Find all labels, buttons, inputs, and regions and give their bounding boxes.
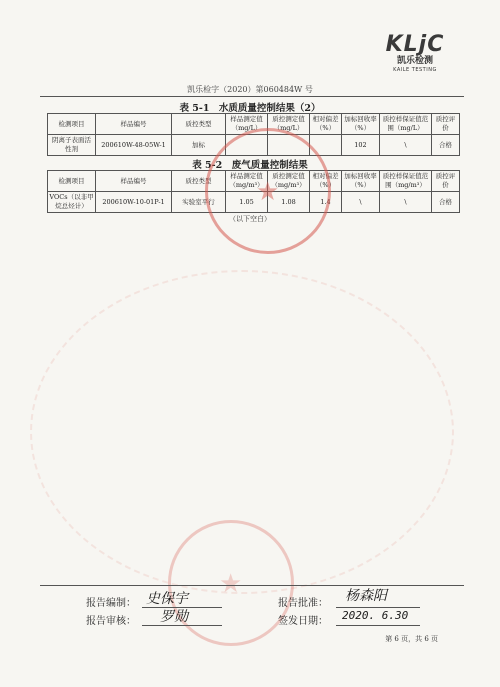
table1-col-header: 质控测定值（mg/L） — [268, 114, 310, 135]
seal-star-icon: ★ — [219, 569, 243, 599]
table2-cell: \ — [342, 192, 380, 213]
table1-col-header: 质控类型 — [172, 114, 226, 135]
logo-chinese-name: 凯乐检测 — [396, 56, 433, 66]
table2-col-header: 质控类型 — [172, 171, 226, 192]
table2-col-header: 质控样保证值范围（mg/m³） — [380, 171, 432, 192]
table1-cell: 加标 — [172, 135, 226, 156]
seal-star-icon: ★ — [256, 177, 280, 207]
table2-col-header: 质控评价 — [432, 171, 460, 192]
table2-cell: \ — [380, 192, 432, 213]
footer-rule — [40, 585, 464, 586]
approved-by-line — [336, 607, 420, 608]
table2-cell: 1.05 — [226, 192, 268, 213]
blank-below-note: （以下空白） — [229, 215, 271, 223]
reviewed-by-line — [142, 625, 222, 626]
logo-mark: KLjC — [385, 32, 445, 57]
report-number: 凯乐检字（2020）第060484W 号 — [187, 85, 313, 94]
table2-cell: 1.08 — [268, 192, 310, 213]
table1-cell: 合格 — [432, 135, 460, 156]
table2-title: 表 5-2 废气质量控制结果 — [192, 160, 308, 171]
table1-col-header: 加标回收率（%） — [342, 114, 380, 135]
company-logo — [380, 34, 450, 74]
table2-cell: 合格 — [432, 192, 460, 213]
table2-col-header: 样品测定值（mg/m³） — [226, 171, 268, 192]
company-seal-stamp — [205, 128, 331, 254]
logo-english-name: KAILE TESTING — [393, 67, 437, 73]
table2-col-header: 质控测定值（mg/m³） — [268, 171, 310, 192]
table1-cell: 阴离子表面活性剂 — [48, 135, 96, 156]
table1-col-header: 样品测定值（mg/L） — [226, 114, 268, 135]
table1-col-header: 质控评价 — [432, 114, 460, 135]
table2-cell: 1.4 — [310, 192, 342, 213]
header-rule — [40, 96, 464, 97]
table1-cell: 102 — [342, 135, 380, 156]
table1-col-header: 样品编号 — [96, 114, 172, 135]
issue-date-label: 签发日期： — [278, 616, 328, 627]
table2-col-header: 样品编号 — [96, 171, 172, 192]
table1-col-header: 相对偏差（%） — [310, 114, 342, 135]
compiled-by-signature: 史保宇 — [146, 591, 188, 607]
table1-col-header: 检测项目 — [48, 114, 96, 135]
reviewed-by-label: 报告审核： — [86, 616, 136, 627]
issue-date-line — [336, 625, 420, 626]
compiled-by-label: 报告编制： — [86, 598, 136, 609]
issue-date-value: 2020. 6.30 — [342, 609, 409, 622]
reviewed-by-signature: 罗勋 — [160, 609, 188, 625]
page-number: 第 6 页，共 6 页 — [385, 635, 438, 643]
table2-cell: VOCs（以非甲烷总烃计） — [48, 192, 96, 213]
faded-seal-stamp — [168, 520, 294, 646]
table2-col-header: 加标回收率（%） — [342, 171, 380, 192]
approved-by-label: 报告批准： — [278, 598, 328, 609]
table2-cell: 200610W-10-01P-1 — [96, 192, 172, 213]
table2-col-header: 检测项目 — [48, 171, 96, 192]
table1-col-header: 质控样保证值范围（mg/L） — [380, 114, 432, 135]
approved-by-signature: 杨森阳 — [345, 588, 387, 604]
table2-col-header: 相对偏差（%） — [310, 171, 342, 192]
table2-cell: 实验室平行 — [172, 192, 226, 213]
table1-cell: 200610W-48-05W-1 — [96, 135, 172, 156]
table1-cell: \ — [380, 135, 432, 156]
table1-title: 表 5-1 水质质量控制结果（2） — [179, 103, 321, 114]
